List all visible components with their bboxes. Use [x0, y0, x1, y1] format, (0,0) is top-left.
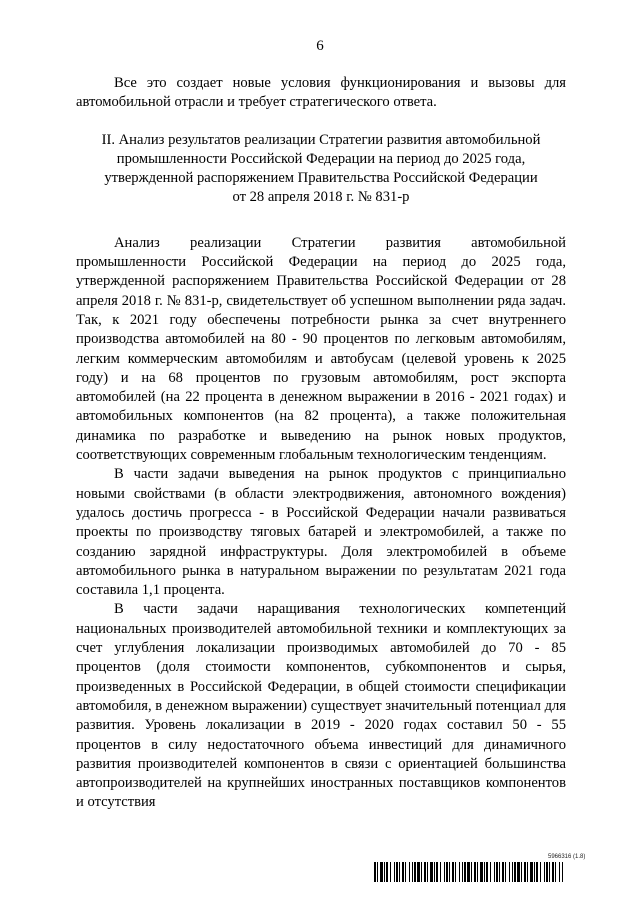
- section-heading-line: II. Анализ результатов реализации Стратегии развития автомобильной: [101, 131, 541, 148]
- section-heading-line: от 28 апреля 2018 г. № 831-р: [232, 189, 410, 206]
- intro-paragraph: Все это создает новые условия функционирования и вызовы для автомобильной отрасли и требует стратегического ответа.: [76, 75, 566, 111]
- section-heading-line: промышленности Российской Федерации на период до 2025 года,: [116, 150, 526, 167]
- body-paragraph: Анализ реализации Стратегии развития автомобильной промышленности Российской Федерации на период до 2025 года, утвержденной распоряжением Правительства Российской Федерации от 28 апреля 2018 г. № 831-р, свидетельствует об успешном выполнении ряда задач. Так, к 2021 году обеспечены потребности рынка за счет внутреннего производства автомобилей на 80 - 90 процентов по легковым автомобилям, легким коммерческим автомобилям и автобусам (целевой уровень к 2025 году) и на 68 процентов по грузовым автомобилям, рост экспорта автомобилей (на 22 процента в денежном выражении в 2016 - 2021 годах) и автомобильных компонентов (на 82 процента), а также положительная динамика по разработке и выведению на рынок новых продуктов, соответствующих современным глобальным технологическим тенденциям.: [76, 234, 566, 464]
- body-paragraph: В части задачи выведения на рынок продуктов с принципиально новыми свойствами (в области электродвижения, автономного вождения) удалось достичь прогресса - в Российской Федерации начали развиваться проекты по производству тяговых батарей и электромобилей, а также по созданию зарядной инфраструктуры. Доля электромобилей в объеме автомобильного рынка в натуральном выражении по результатам 2021 года составила 1,1 процента.: [76, 466, 566, 599]
- body-paragraph: В части задачи наращивания технологических компетенций национальных производителей автомобильной техники и комплектующих за счет углубления локализации производимых автомобилей до 70 - 85 процентов (доля стоимости компонентов, субкомпонентов и сырья, произведенных в Российской Федерации, в общей стоимости спецификации автомобиля, в денежном выражении) существует значительный потенциал для развития. Уровень локализации в 2019 - 2020 годах составил 50 - 55 процентов в силу недостаточного объема инвестиций для динамичного развития производителей компонентов в связи с ориентацией большинства автопроизводителей на крупнейших иностранных поставщиков компонентов и отсутствия: [76, 601, 566, 811]
- section-heading: [76, 131, 566, 208]
- page-number: 6: [316, 38, 324, 54]
- section-heading-line: утвержденной распоряжением Правительства Российской Федерации: [104, 170, 538, 187]
- document-code: 5966316 (1.8): [548, 854, 586, 860]
- barcode-icon: [374, 862, 564, 882]
- document-body: [76, 74, 566, 813]
